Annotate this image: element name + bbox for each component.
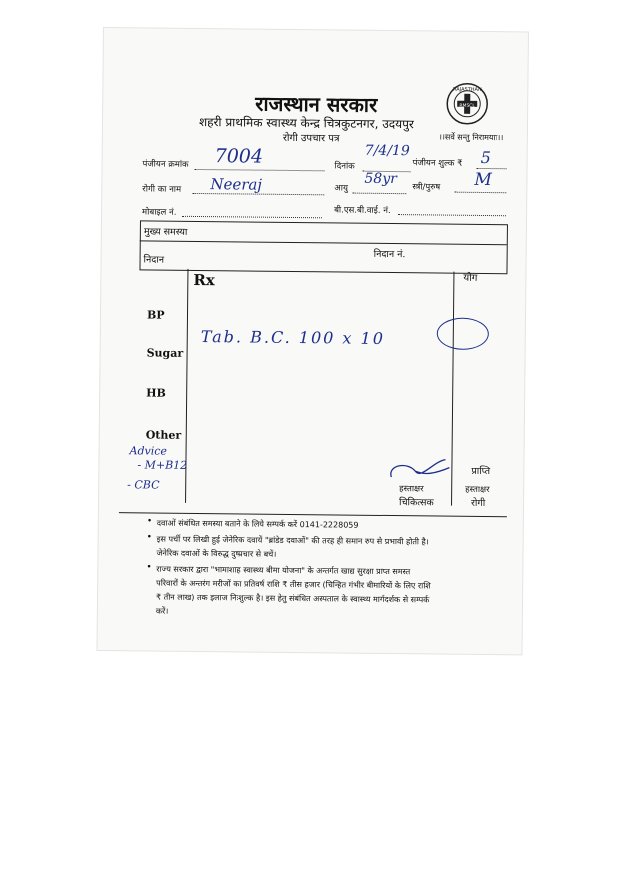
vital-hb: HB [146, 386, 166, 400]
note-insurance-line-2: परिवारों के अन्तरंग मरीजों का प्रतिवर्ष राशि ₹ तीस हजार (चिन्हित गंभीर बीमारियों के लिए राशि [156, 578, 431, 591]
date-value: 7/4/19 [364, 142, 410, 160]
patient-label: रोगी [470, 497, 486, 510]
mobile-label: मोबाइल नं. [142, 207, 177, 218]
note-insurance-line-3: ₹ तीन लाख) तक इलाज निःशुल्क है। इस हेतु संबंधित अस्पताल के स्वास्थ्य मार्गदर्शक से सम्पर्क [155, 592, 430, 605]
bpl-label: बी.एस.बी.वाई. नं. [334, 205, 391, 217]
note-generic-warning: जेनेरिक दवाओं के विरुद्ध दुष्प्रचार से बचें। [156, 548, 277, 559]
side-note-cbc: - CBC [127, 478, 160, 492]
note-helpline: दवाओं संबंधित समस्या बताने के लिये सम्पर्क करें 0141-2228059 [156, 518, 359, 530]
rmscl-seal-logo [445, 82, 489, 126]
page-title: राजस्थान सरकार [255, 91, 378, 117]
form-name: रोगी उपचार पत्र [282, 132, 340, 145]
reg-no-label: पंजीयन क्रमांक [142, 159, 189, 170]
health-centre-name: शहरी प्राथमिक स्वास्थ्य केन्द्र चित्रकुटनगर, उदयपुर [198, 115, 414, 132]
side-note-multivitamin: - M+B12 [137, 458, 188, 472]
prescription-paper: राजस्थान सरकार शहरी प्राथमिक स्वास्थ्य केन्द्र चित्रकुटनगर, उदयपुर रोगी उपचार पत्र ।।सर्वे सन्तु निरामयाः।। RAJASTHAN RMSCL पंजीयन क्रमांक 7004 दिनांक 7/4/19 पंजीयन शुल्क ₹ 5 रोगी का नाम Neeraj आयु 58yr स्त्री/पुरुष M मोबाइल नं. बी.एस.बी.वाई. नं. मुख्य समस्या निदान निदान नं. Rx योग BP Sugar HB Other Advice - M+B12 - CBC Tab. B.C. 100 x 10 हस्ताक्षर चिकित्सक प्राप्ति हस्ताक्षर रोगी • दवाओं संबंधित समस्या बताने के लिये सम्पर्क करें 0141-2228059 • इस पर्ची पर लिखी हुई जेनेरिक दवायें "ब्रांडेड दवाओं" की तरह ही समान रुप से प्रभावी होती है। जेनेरिक दवाओं के विरुद्ध दुष्प्रचार से बचें। • राज्य सरकार द्वारा "भामाशाह स्वास्थ्य बीमा योजना" के अन्तर्गत खाद्य सुरक्षा प्राप्त समस्त परिवारों के अन्तरंग मरीजों का प्रतिवर्ष राशि ₹ तीस हजार (चिन्हित गंभीर बीमारियों के लिए राशि ₹ तीन लाख) तक इलाज निःशुल्क है। इस हेतु संबंधित अस्पताल के स्वास्थ्य मार्गदर्शक से सम्पर्क करें। [97, 28, 527, 654]
doctor-sign-label: हस्ताक्षर [399, 484, 424, 495]
side-note-advice: Advice [129, 444, 168, 458]
diagnosis-label: निदान [143, 254, 165, 266]
quantity-circle-mark [437, 318, 489, 351]
received-label: प्राप्ति [471, 465, 491, 478]
yog-label: योग [463, 272, 478, 284]
fee-value: 5 [480, 147, 491, 168]
svg-text:RMSCL: RMSCL [459, 103, 475, 109]
date-label: दिनांक [334, 161, 355, 172]
fee-label: पंजीयन शुल्क ₹ [412, 158, 463, 169]
vital-other: Other [145, 428, 182, 442]
note-insurance-line-4: करें। [155, 606, 169, 616]
vital-bp: BP [146, 308, 165, 322]
prescription-line: Tab. B.C. 100 x 10 [200, 327, 386, 348]
diagnosis-no-label: निदान नं. [373, 248, 406, 261]
note-insurance-line-1: राज्य सरकार द्वारा "भामाशाह स्वास्थ्य बीमा योजना" के अन्तर्गत खाद्य सुरक्षा प्राप्त समस्त [156, 564, 411, 577]
reg-no-value: 7004 [214, 145, 264, 168]
motto: ।।सर्वे सन्तु निरामयाः।। [438, 132, 504, 143]
gender-value: M [474, 169, 492, 191]
age-value: 58yr [364, 170, 397, 188]
patient-name-label: रोगी का नाम [142, 184, 182, 195]
doctor-label: चिकित्सक [398, 497, 434, 509]
gender-label: स्त्री/पुरुष [412, 182, 441, 193]
main-problem-label: मुख्य समस्या [143, 226, 188, 238]
patient-sign-label: हस्ताक्षर [465, 484, 490, 496]
svg-text:RAJASTHAN: RAJASTHAN [453, 86, 482, 93]
patient-name-value: Neeraj [210, 175, 263, 194]
age-label: आयु [334, 183, 349, 194]
vital-sugar: Sugar [146, 346, 184, 360]
note-generic-effective: इस पर्ची पर लिखी हुई जेनेरिक दवायें "ब्रांडेड दवाओं" की तरह ही समान रुप से प्रभावी होती है। [156, 534, 429, 547]
problem-box [139, 220, 508, 274]
rx-symbol: Rx [193, 270, 215, 290]
